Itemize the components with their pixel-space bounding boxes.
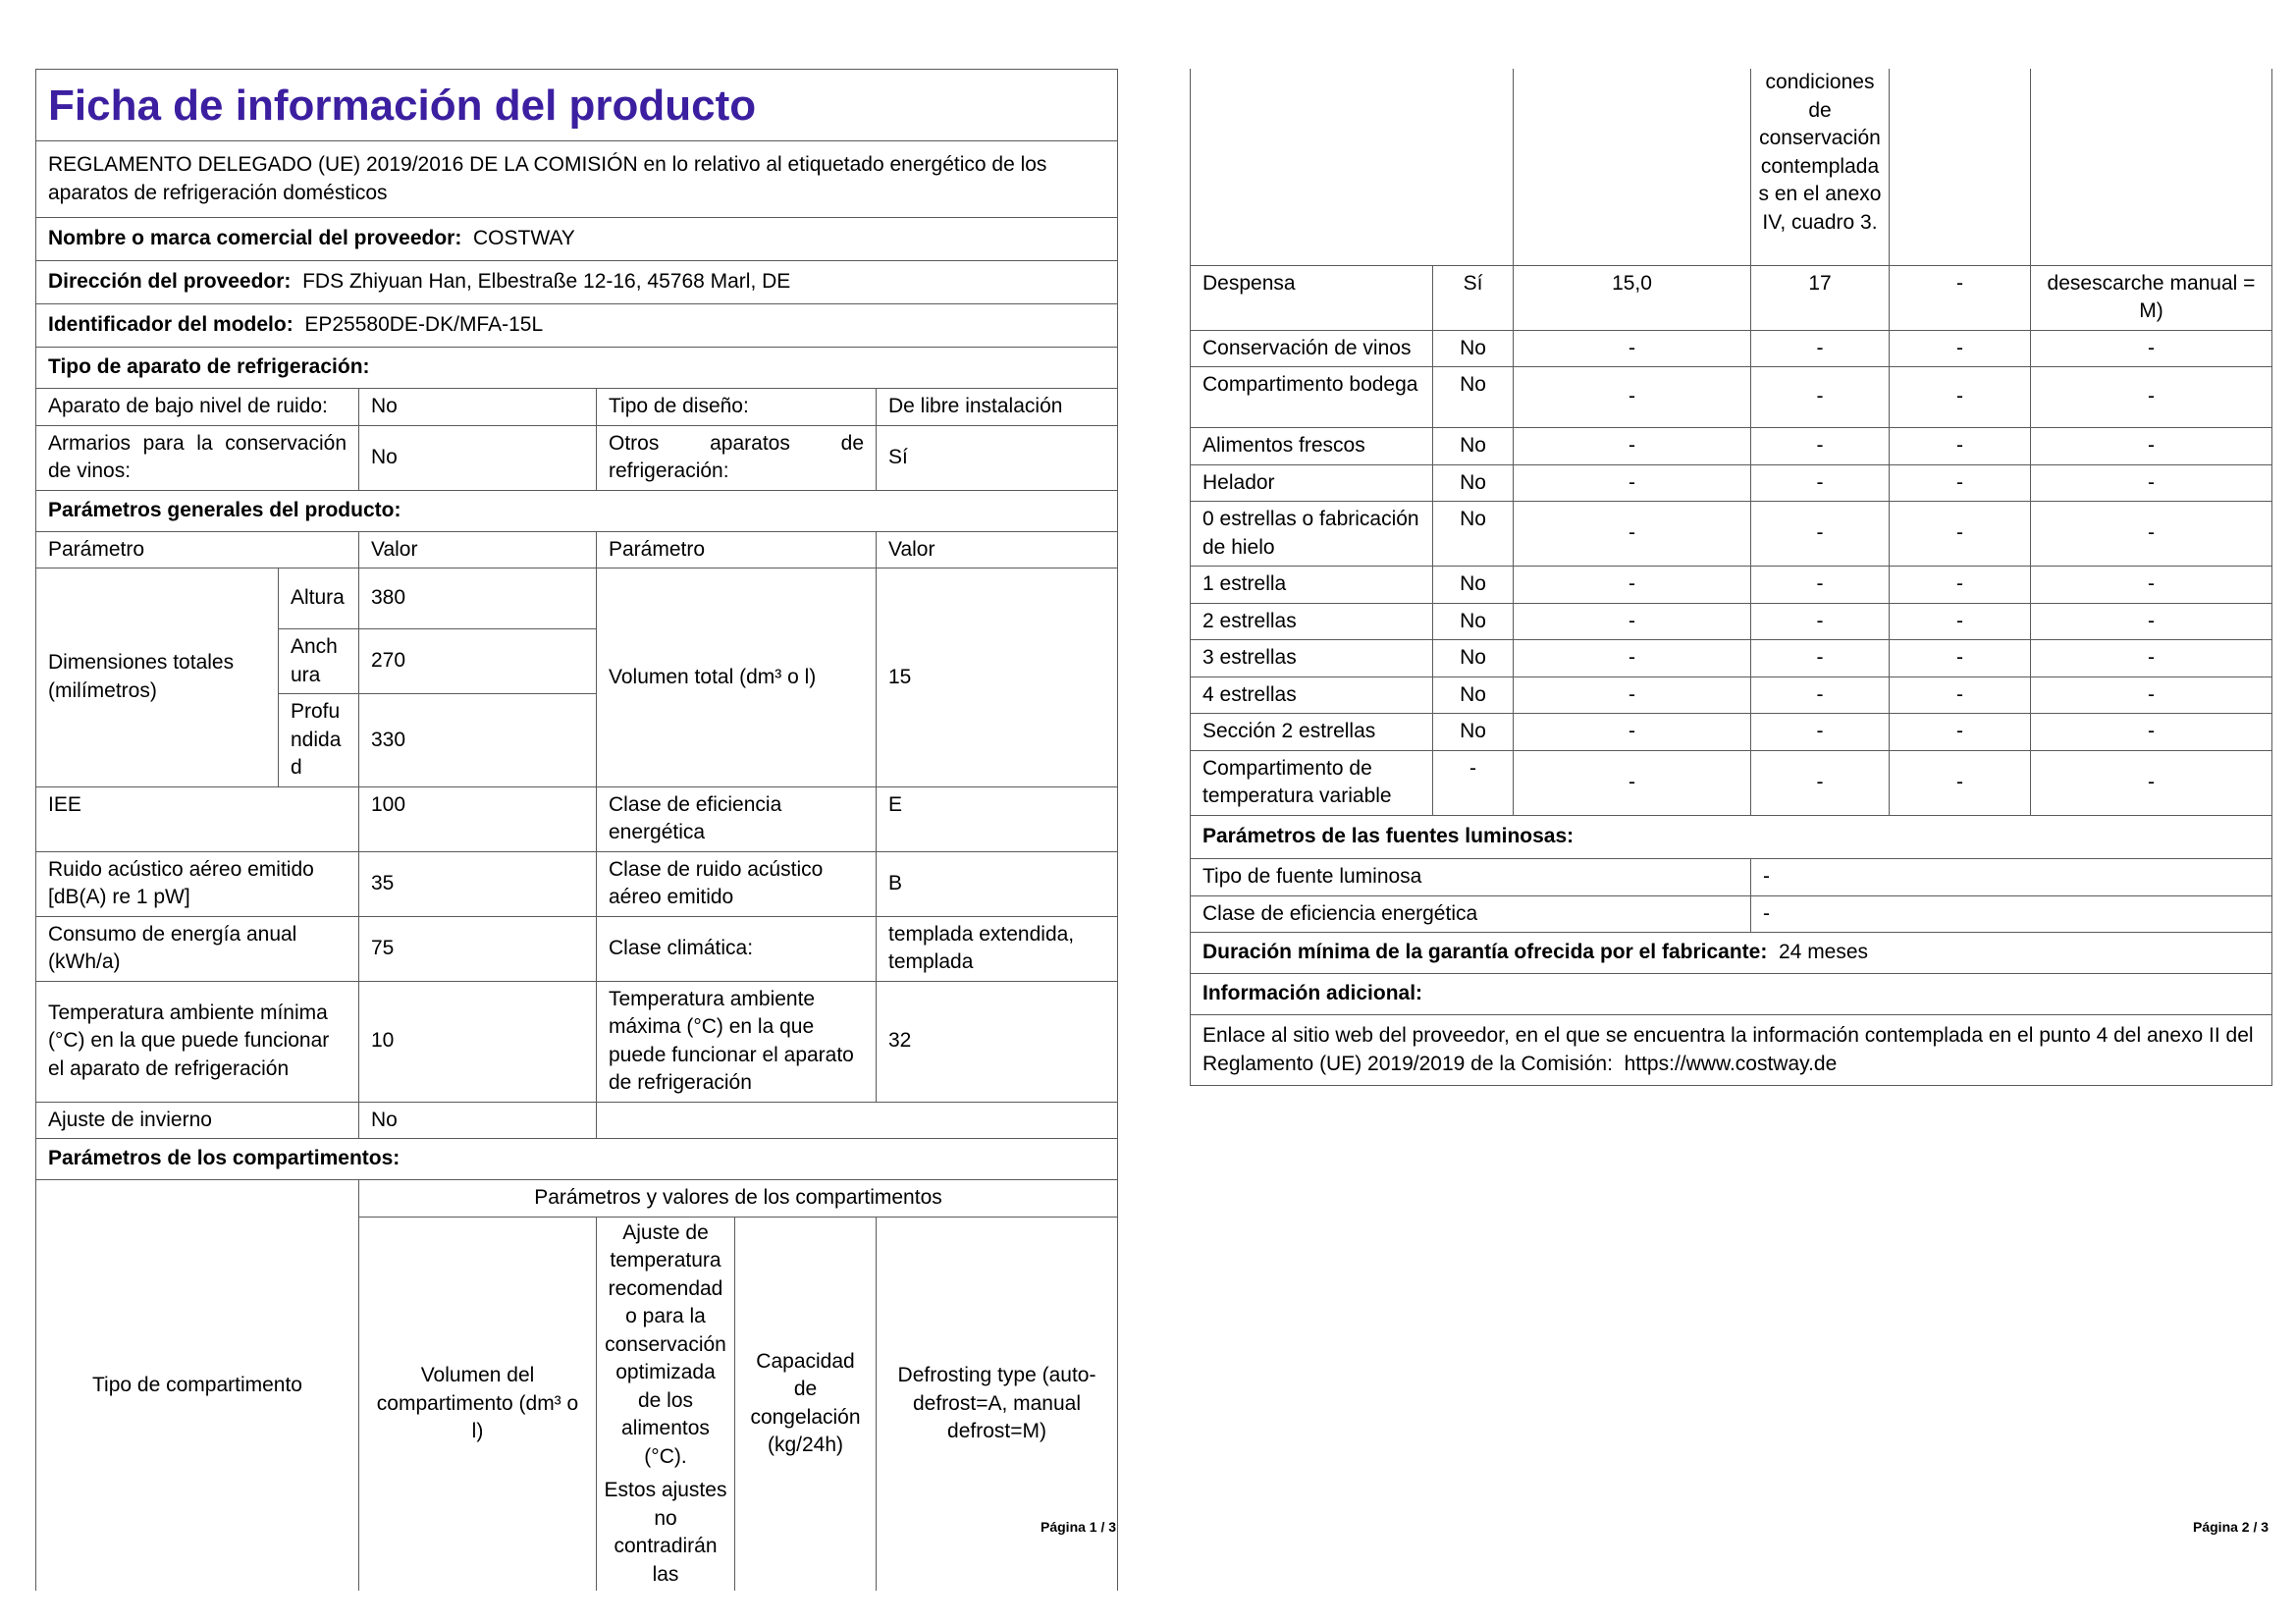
light-type-label: Tipo de fuente luminosa <box>1191 859 1751 896</box>
compartment-freezing: - <box>1890 677 2031 714</box>
compartment-name: Sección 2 estrellas <box>1191 714 1433 751</box>
climate-class-label: Clase climática: <box>597 916 877 981</box>
compartment-row <box>1191 640 2272 677</box>
compartment-freezing: - <box>1890 603 2031 640</box>
product-info-table <box>35 69 1118 1591</box>
compartment-row <box>1191 428 2272 465</box>
empty-cell <box>597 1102 1118 1139</box>
value-header: Valor <box>359 531 597 568</box>
additional-info-body: Enlace al sitio web del proveedor, en el que se encuentra la información contemplada en el punto 4 del anexo II del Reglamento (UE) 2019/2019 de la Comisión: <box>1202 1024 2254 1075</box>
compartment-defrost: - <box>2031 750 2272 815</box>
compartment-present: No <box>1433 367 1514 428</box>
compartment-temperature: - <box>1751 677 1890 714</box>
wine-cabinet-label: Armarios para la conservación de vinos: <box>36 425 359 490</box>
compartment-freezing: - <box>1890 428 2031 465</box>
model-label: Identificador del modelo: <box>48 313 294 337</box>
low-noise-value: No <box>359 389 597 426</box>
light-source-table <box>1190 816 2272 1087</box>
annual-energy-label: Consumo de energía anual (kWh/a) <box>36 916 359 981</box>
width-label: Anchura <box>279 629 359 694</box>
energy-class-label: Clase de eficiencia energética <box>597 786 877 851</box>
compartment-freezing: - <box>1890 502 2031 567</box>
noise-value: 35 <box>359 851 597 916</box>
compartment-defrost: - <box>2031 567 2272 604</box>
compartment-defrost: - <box>2031 367 2272 428</box>
supplier-name-value: COSTWAY <box>472 227 575 250</box>
compartment-volume: - <box>1514 567 1751 604</box>
light-class-value: - <box>1751 895 2272 933</box>
compartment-volume: - <box>1514 677 1751 714</box>
compartment-name: Alimentos frescos <box>1191 428 1433 465</box>
compartment-name: Despensa <box>1191 265 1433 330</box>
model-row <box>36 304 1118 348</box>
winter-setting-value: No <box>359 1102 597 1139</box>
compartment-name: Conservación de vinos <box>1191 330 1433 367</box>
supplier-name-row <box>36 218 1118 261</box>
compartment-present: No <box>1433 428 1514 465</box>
compartment-present: No <box>1433 567 1514 604</box>
compartment-volume: 15,0 <box>1514 265 1751 330</box>
page-number-2: Página 2 / 3 <box>2193 1519 2269 1535</box>
compartment-volume: - <box>1514 603 1751 640</box>
compartment-present: No <box>1433 603 1514 640</box>
compartment-row <box>1191 330 2272 367</box>
compartment-params-heading: Parámetros de los compartimentos: <box>36 1139 1118 1180</box>
height-label: Altura <box>279 568 359 629</box>
compartment-freezing: - <box>1890 265 2031 330</box>
compartment-row <box>1191 714 2272 751</box>
compartment-name: 3 estrellas <box>1191 640 1433 677</box>
compartment-params-header: Parámetros y valores de los compartimentos <box>359 1180 1118 1218</box>
temperature-setting-text-1: Ajuste de temperatura recomendado para la conservación optimizada de los alimentos (°C). <box>605 1220 726 1468</box>
compartment-defrost: - <box>2031 330 2272 367</box>
winter-setting-label: Ajuste de invierno <box>36 1102 359 1139</box>
continued-volume-cell <box>1514 69 1751 265</box>
continued-defrost-cell <box>2031 69 2272 265</box>
compartment-defrost: - <box>2031 428 2272 465</box>
compartment-defrost: desescarche manual = M) <box>2031 265 2272 330</box>
compartment-name: Compartimento bodega <box>1191 367 1433 428</box>
compartment-row <box>1191 750 2272 815</box>
compartment-row <box>1191 367 2272 428</box>
additional-info-heading: Información adicional: <box>1191 974 2272 1015</box>
compartment-temperature: - <box>1751 502 1890 567</box>
supplier-address-row <box>36 261 1118 304</box>
value-header-2: Valor <box>877 531 1118 568</box>
additional-info-text <box>1191 1015 2272 1086</box>
continued-freeze-cell <box>1890 69 2031 265</box>
compartment-freezing: - <box>1890 750 2031 815</box>
energy-class-value: E <box>877 786 1118 851</box>
climate-class-value: templada extendida, templada <box>877 916 1118 981</box>
compartment-temperature: - <box>1751 464 1890 502</box>
compartment-freezing: - <box>1890 567 2031 604</box>
compartment-name: Compartimento de temperatura variable <box>1191 750 1433 815</box>
compartment-volume: - <box>1514 428 1751 465</box>
temperature-setting-header <box>597 1217 735 1591</box>
model-value: EP25580DE-DK/MFA-15L <box>304 313 544 337</box>
page-number-1: Página 1 / 3 <box>1041 1519 1117 1535</box>
min-temp-label: Temperatura ambiente mínima (°C) en la que puede funcionar el aparato de refrigeración <box>36 981 359 1102</box>
annual-energy-value: 75 <box>359 916 597 981</box>
compartment-present: - <box>1433 750 1514 815</box>
dimensions-label: Dimensiones totales (milímetros) <box>36 568 279 787</box>
total-volume-label: Volumen total (dm³ o l) <box>597 568 877 787</box>
document-title: Ficha de información del producto <box>36 70 1118 141</box>
compartment-rows <box>1191 265 2272 815</box>
warranty-row <box>1191 933 2272 974</box>
compartment-volume: - <box>1514 750 1751 815</box>
compartment-freezing: - <box>1890 464 2031 502</box>
compartment-volume: - <box>1514 640 1751 677</box>
wine-cabinet-value: No <box>359 425 597 490</box>
compartment-name: 0 estrellas o fabricación de hielo <box>1191 502 1433 567</box>
regulation-text: REGLAMENTO DELEGADO (UE) 2019/2016 DE LA COMISIÓN en lo relativo al etiquetado energético de los aparatos de refrigeración domésticos <box>36 141 1118 218</box>
continued-type-cell <box>1191 69 1514 265</box>
design-type-label: Tipo de diseño: <box>597 389 877 426</box>
compartment-volume: - <box>1514 714 1751 751</box>
supplier-address-value: FDS Zhiyuan Han, Elbestraße 12-16, 45768 Marl, DE <box>302 270 791 294</box>
compartment-name: 1 estrella <box>1191 567 1433 604</box>
supplier-address-label: Dirección del proveedor: <box>48 270 292 294</box>
depth-label: Profundidad <box>279 694 359 787</box>
compartment-temperature: - <box>1751 750 1890 815</box>
compartment-row <box>1191 677 2272 714</box>
supplier-name-label: Nombre o marca comercial del proveedor: <box>48 227 462 250</box>
compartment-temperature: - <box>1751 428 1890 465</box>
compartments-table <box>1190 69 2272 816</box>
compartment-name: Helador <box>1191 464 1433 502</box>
warranty-label: Duración mínima de la garantía ofrecida por el fabricante: <box>1202 941 1768 964</box>
light-type-value: - <box>1751 859 2272 896</box>
compartment-row <box>1191 502 2272 567</box>
compartment-temperature: - <box>1751 367 1890 428</box>
general-params-heading: Parámetros generales del producto: <box>36 490 1118 531</box>
design-type-value: De libre instalación <box>877 389 1118 426</box>
compartment-row <box>1191 265 2272 330</box>
compartment-present: No <box>1433 502 1514 567</box>
compartment-present: No <box>1433 330 1514 367</box>
total-volume-value: 15 <box>877 568 1118 787</box>
min-temp-value: 10 <box>359 981 597 1102</box>
width-value: 270 <box>359 629 597 694</box>
depth-value: 330 <box>359 694 597 787</box>
compartment-volume-header: Volumen del compartimento (dm³ o l) <box>359 1217 597 1591</box>
warranty-value: 24 meses <box>1779 941 1869 964</box>
compartment-freezing: - <box>1890 330 2031 367</box>
compartment-present: No <box>1433 640 1514 677</box>
compartment-temperature: - <box>1751 567 1890 604</box>
low-noise-label: Aparato de bajo nivel de ruido: <box>36 389 359 426</box>
compartment-volume: - <box>1514 502 1751 567</box>
compartment-defrost: - <box>2031 502 2272 567</box>
compartment-name: 4 estrellas <box>1191 677 1433 714</box>
compartment-temperature: - <box>1751 714 1890 751</box>
light-class-label: Clase de eficiencia energética <box>1191 895 1751 933</box>
compartment-present: No <box>1433 714 1514 751</box>
defrosting-type-header: Defrosting type (auto-defrost=A, manual defrost=M) <box>877 1217 1118 1591</box>
max-temp-value: 32 <box>877 981 1118 1102</box>
compartment-row <box>1191 567 2272 604</box>
compartment-temperature: - <box>1751 640 1890 677</box>
page-2 <box>1190 69 2271 1086</box>
compartment-present: Sí <box>1433 265 1514 330</box>
page-1 <box>35 69 1117 1591</box>
compartment-defrost: - <box>2031 464 2272 502</box>
noise-label: Ruido acústico aéreo emitido [dB(A) re 1 pW] <box>36 851 359 916</box>
compartment-row <box>1191 464 2272 502</box>
supplier-website-link[interactable]: https://www.costway.de <box>1624 1052 1838 1075</box>
appliance-type-heading: Tipo de aparato de refrigeración: <box>36 348 1118 389</box>
compartment-defrost: - <box>2031 714 2272 751</box>
compartment-defrost: - <box>2031 603 2272 640</box>
compartment-freezing: - <box>1890 367 2031 428</box>
noise-class-value: B <box>877 851 1118 916</box>
noise-class-label: Clase de ruido acústico aéreo emitido <box>597 851 877 916</box>
other-appliance-label: Otros aparatos de refrigeración: <box>597 425 877 490</box>
eei-value: 100 <box>359 786 597 851</box>
compartment-volume: - <box>1514 464 1751 502</box>
param-header: Parámetro <box>36 531 359 568</box>
height-value: 380 <box>359 568 597 629</box>
compartment-defrost: - <box>2031 640 2272 677</box>
other-appliance-value: Sí <box>877 425 1118 490</box>
compartment-present: No <box>1433 677 1514 714</box>
compartment-volume: - <box>1514 367 1751 428</box>
temperature-setting-text-2: Estos ajustes no contradirán las <box>604 1479 727 1586</box>
compartment-present: No <box>1433 464 1514 502</box>
compartment-volume: - <box>1514 330 1751 367</box>
compartment-temperature: - <box>1751 330 1890 367</box>
freezing-capacity-header: Capacidad de congelación (kg/24h) <box>735 1217 877 1591</box>
max-temp-label: Temperatura ambiente máxima (°C) en la que puede funcionar el aparato de refrigeración <box>597 981 877 1102</box>
eei-label: IEE <box>36 786 359 851</box>
param-header-2: Parámetro <box>597 531 877 568</box>
compartment-freezing: - <box>1890 714 2031 751</box>
compartment-row <box>1191 603 2272 640</box>
compartment-defrost: - <box>2031 677 2272 714</box>
compartment-name: 2 estrellas <box>1191 603 1433 640</box>
light-source-heading: Parámetros de las fuentes luminosas: <box>1191 816 2272 859</box>
compartment-freezing: - <box>1890 640 2031 677</box>
compartment-temperature: - <box>1751 603 1890 640</box>
compartment-type-header: Tipo de compartimento <box>36 1180 359 1592</box>
temperature-setting-continued: condiciones de conservación contempladas en el anexo IV, cuadro 3. <box>1751 69 1890 265</box>
compartment-temperature: 17 <box>1751 265 1890 330</box>
